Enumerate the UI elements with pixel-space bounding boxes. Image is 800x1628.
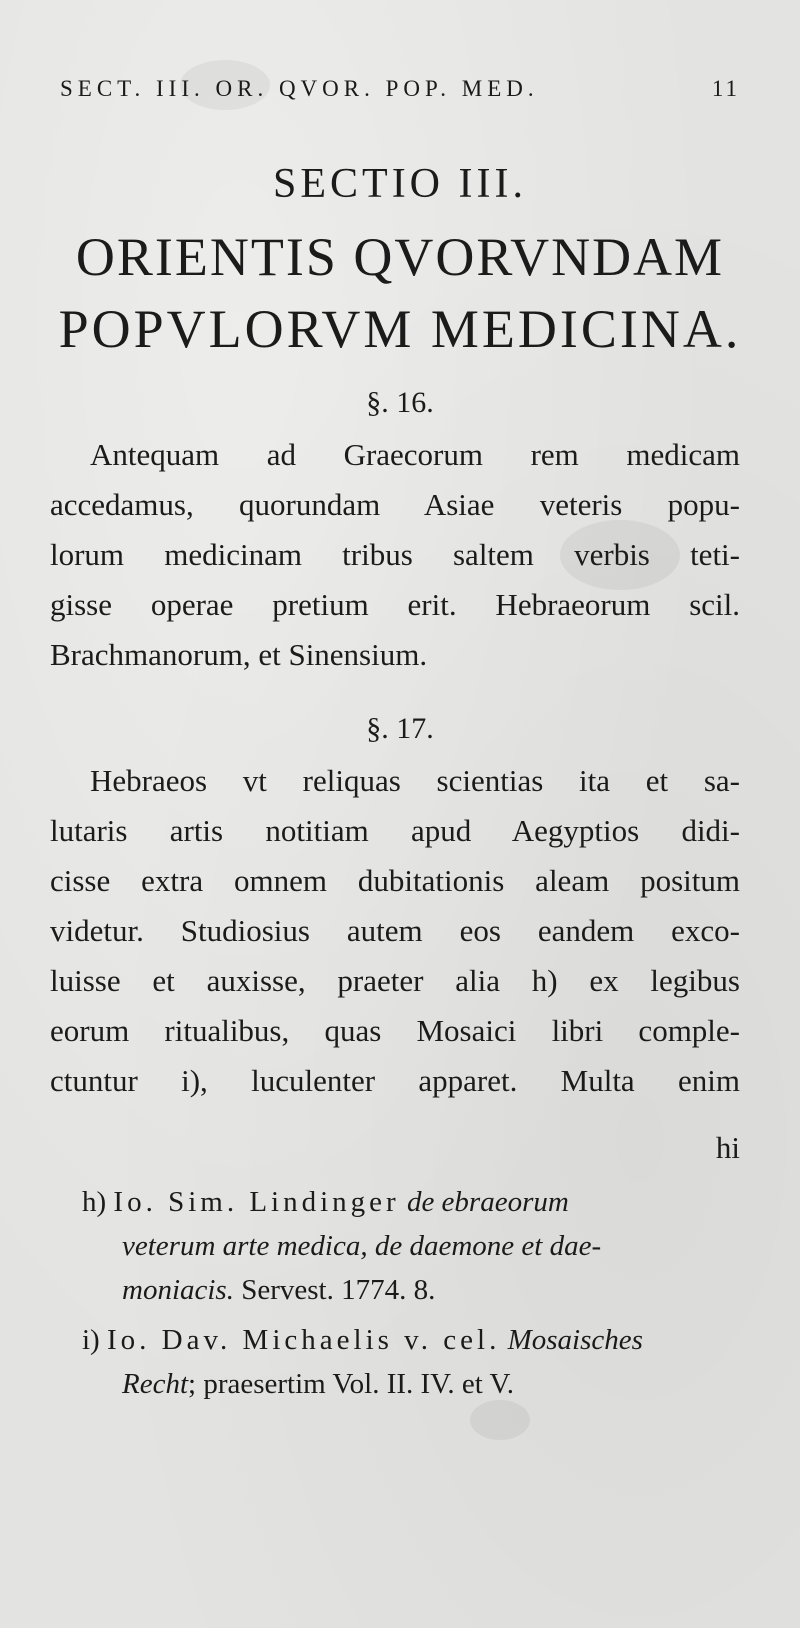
footnote-title: Mosaisches [507, 1324, 643, 1356]
paragraph-line: ctuntur i), luculenter apparet. Multa enim [50, 1063, 740, 1098]
footnote-rest: ; praesertim Vol. II. IV. et V. [188, 1368, 514, 1400]
paragraph-line: lorum medicinam tribus saltem verbis teti- [50, 537, 740, 572]
running-head-title: SECT. III. OR. QVOR. POP. MED. [60, 76, 539, 101]
page-stain [470, 1400, 530, 1440]
paragraph-line: luisse et auxisse, praeter alia h) ex legibus [50, 963, 740, 998]
paragraph-line: videtur. Studiosius autem eos eandem exco- [50, 913, 740, 948]
footnote-title: Recht [122, 1368, 189, 1400]
paragraph-line: Hebraeos vt reliquas scientias ita et sa- [90, 763, 740, 798]
catchword: hi [715, 1130, 740, 1165]
footnote-marker: h) [82, 1186, 107, 1218]
paragraph-line: Brachmanorum, et Sinensium. [50, 637, 428, 672]
paragraph-line: lutaris artis notitiam apud Aegyptios didi- [50, 813, 740, 848]
footnote-line [82, 1362, 742, 1406]
paragraph-17 [50, 756, 740, 1106]
footnote-author: Io. Dav. Michaelis v. cel. [106, 1324, 501, 1356]
footnote-title: moniacis. [122, 1274, 234, 1306]
footnote-line [82, 1318, 742, 1362]
paragraph-line: Antequam ad Graecorum rem medicam [90, 437, 740, 472]
footnote-i [82, 1318, 742, 1406]
footnote-imprint: Servest. 1774. 8. [241, 1274, 436, 1306]
page-number: 11 [711, 76, 740, 101]
section-label: SECTIO III. [273, 161, 527, 207]
paragraph-line: cisse extra omnem dubitationis aleam positum [50, 863, 740, 898]
footnote-h [82, 1180, 742, 1312]
section-title-line-1: ORIENTIS QVORVNDAM [75, 227, 725, 287]
paragraph-16 [50, 430, 740, 680]
section-title-line-2: POPVLORVM MEDICINA. [58, 299, 742, 359]
paragraph-line: gisse operae pretium erit. Hebraeorum scil. [50, 587, 740, 622]
footnote-author: Io. Sim. Lindinger [113, 1186, 400, 1218]
footnote-line [82, 1224, 742, 1268]
paragraph-mark-17: §. 17. [366, 712, 434, 745]
running-head [60, 76, 740, 102]
paragraph-mark-16: §. 16. [366, 386, 434, 419]
footnote-title: veterum arte medica, de daemone et dae- [122, 1230, 602, 1262]
footnote-line [82, 1268, 742, 1312]
footnote-line [82, 1180, 742, 1224]
paragraph-line: eorum ritualibus, quas Mosaici libri comple- [50, 1013, 740, 1048]
footnote-title: de ebraeorum [406, 1186, 569, 1218]
footnote-marker: i) [82, 1324, 100, 1356]
paragraph-line: accedamus, quorundam Asiae veteris popu- [50, 487, 740, 522]
